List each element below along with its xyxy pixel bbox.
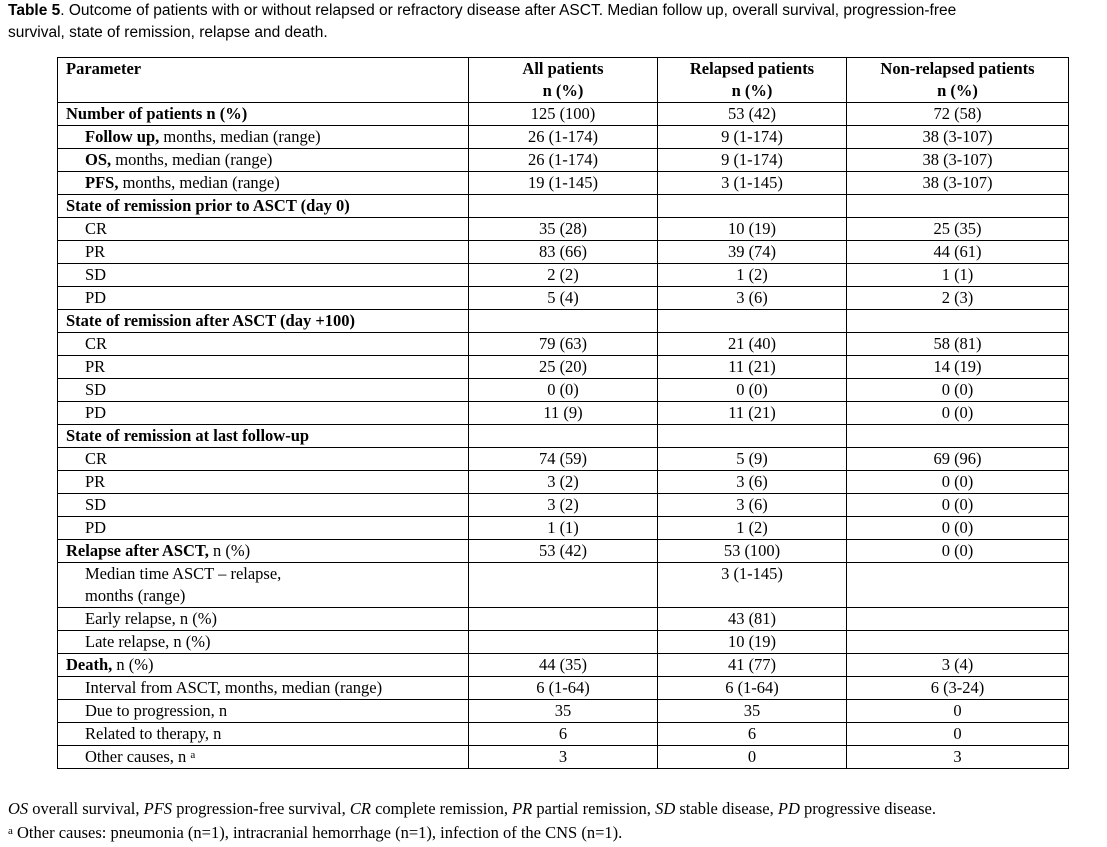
cell-relapsed: 3 (6): [658, 494, 847, 517]
table-row: [58, 287, 1069, 310]
cell-relapsed: [658, 195, 847, 218]
cell-relapsed: [658, 310, 847, 333]
cell-relapsed: [658, 425, 847, 448]
cell-non-relapsed: 44 (61): [847, 241, 1069, 264]
cell-all: 0 (0): [469, 379, 658, 402]
caption-line-1: [8, 0, 1107, 22]
cell-all: 44 (35): [469, 654, 658, 677]
caption-line-2: survival, state of remission, relapse and death.: [8, 24, 328, 41]
row-label: Follow up, months, median (range): [58, 126, 469, 149]
table-row: [58, 448, 1069, 471]
cell-all: 26 (1-174): [469, 149, 658, 172]
cell-relapsed: 10 (19): [658, 218, 847, 241]
row-label: PD: [58, 287, 469, 310]
row-label: Number of patients n (%): [58, 103, 469, 126]
cell-non-relapsed: [847, 563, 1069, 608]
row-label: Median time ASCT – relapse, months (range): [58, 563, 469, 608]
table-row: [58, 563, 1069, 608]
cell-non-relapsed: 0 (0): [847, 494, 1069, 517]
row-label: PD: [58, 402, 469, 425]
row-label: PFS, months, median (range): [58, 172, 469, 195]
cell-all: [469, 310, 658, 333]
cell-non-relapsed: [847, 631, 1069, 654]
cell-relapsed: 3 (1-145): [658, 563, 847, 608]
cell-non-relapsed: 69 (96): [847, 448, 1069, 471]
cell-non-relapsed: 38 (3-107): [847, 172, 1069, 195]
cell-all: 5 (4): [469, 287, 658, 310]
table-row: [58, 264, 1069, 287]
section-label: State of remission after ASCT (day +100): [58, 310, 469, 333]
table-row: [58, 517, 1069, 540]
cell-non-relapsed: 0 (0): [847, 517, 1069, 540]
table-row: [58, 149, 1069, 172]
table-row: [58, 654, 1069, 677]
cell-non-relapsed: 25 (35): [847, 218, 1069, 241]
cell-relapsed: 1 (2): [658, 264, 847, 287]
cell-relapsed: 6: [658, 723, 847, 746]
cell-non-relapsed: 6 (3-24): [847, 677, 1069, 700]
cell-non-relapsed: 38 (3-107): [847, 126, 1069, 149]
cell-relapsed: 11 (21): [658, 356, 847, 379]
section-label: State of remission prior to ASCT (day 0): [58, 195, 469, 218]
header-non-relapsed-patients: Non-relapsed patients n (%): [847, 58, 1069, 103]
row-label: CR: [58, 333, 469, 356]
cell-non-relapsed: 14 (19): [847, 356, 1069, 379]
cell-relapsed: 53 (42): [658, 103, 847, 126]
cell-all: [469, 608, 658, 631]
cell-non-relapsed: 2 (3): [847, 287, 1069, 310]
table-row: [58, 333, 1069, 356]
row-label: PR: [58, 356, 469, 379]
cell-all: 26 (1-174): [469, 126, 658, 149]
cell-relapsed: 0: [658, 746, 847, 769]
section-row: [58, 425, 1069, 448]
cell-relapsed: 11 (21): [658, 402, 847, 425]
abbreviations-note: OS overall survival, PFS progression-free survival, CR complete remission, PR partial remission, SD stable disease, PD progressive disease.: [8, 799, 936, 818]
cell-all: 6: [469, 723, 658, 746]
row-label: Related to therapy, n: [58, 723, 469, 746]
cell-relapsed: 1 (2): [658, 517, 847, 540]
header-all-patients: All patients n (%): [469, 58, 658, 103]
table-row: [58, 540, 1069, 563]
cell-relapsed: 41 (77): [658, 654, 847, 677]
cell-all: [469, 631, 658, 654]
cell-non-relapsed: 0 (0): [847, 471, 1069, 494]
footnote: $^a$ Other causes: pneumonia (n=1), intracranial hemorrhage (n=1), infection of the CNS (n=1).: [8, 823, 623, 842]
cell-non-relapsed: [847, 195, 1069, 218]
cell-all: 3: [469, 746, 658, 769]
table-caption: [8, 0, 1107, 44]
cell-all: 3 (2): [469, 494, 658, 517]
footnote-marker: a: [8, 825, 13, 837]
cell-non-relapsed: 0: [847, 723, 1069, 746]
cell-all: 2 (2): [469, 264, 658, 287]
cell-all: 19 (1-145): [469, 172, 658, 195]
cell-all: 1 (1): [469, 517, 658, 540]
cell-all: 53 (42): [469, 540, 658, 563]
table-row: [58, 103, 1069, 126]
cell-non-relapsed: 0: [847, 700, 1069, 723]
caption-label: Table 5: [8, 2, 61, 19]
row-label: Late relapse, n (%): [58, 631, 469, 654]
table-row: [58, 471, 1069, 494]
row-label: Early relapse, n (%): [58, 608, 469, 631]
row-label: Interval from ASCT, months, median (range): [58, 677, 469, 700]
cell-non-relapsed: 72 (58): [847, 103, 1069, 126]
row-label: Death, n (%): [58, 654, 469, 677]
cell-all: 79 (63): [469, 333, 658, 356]
cell-all: 74 (59): [469, 448, 658, 471]
row-label: Relapse after ASCT, n (%): [58, 540, 469, 563]
table-header-row: [58, 58, 1069, 103]
table-row: [58, 608, 1069, 631]
table-row: [58, 402, 1069, 425]
cell-non-relapsed: [847, 310, 1069, 333]
cell-relapsed: 3 (6): [658, 287, 847, 310]
row-label: Due to progression, n: [58, 700, 469, 723]
table-row: [58, 172, 1069, 195]
row-label: OS, months, median (range): [58, 149, 469, 172]
cell-all: 6 (1-64): [469, 677, 658, 700]
cell-relapsed: 3 (1-145): [658, 172, 847, 195]
cell-all: 11 (9): [469, 402, 658, 425]
row-label: PR: [58, 471, 469, 494]
row-label: SD: [58, 379, 469, 402]
table-row: [58, 241, 1069, 264]
table-row: [58, 700, 1069, 723]
cell-relapsed: 10 (19): [658, 631, 847, 654]
section-row: [58, 195, 1069, 218]
row-label: CR: [58, 218, 469, 241]
cell-all: 25 (20): [469, 356, 658, 379]
table-row: [58, 379, 1069, 402]
cell-non-relapsed: [847, 608, 1069, 631]
cell-non-relapsed: 1 (1): [847, 264, 1069, 287]
cell-relapsed: 3 (6): [658, 471, 847, 494]
table-row: [58, 746, 1069, 769]
caption-text: . Outcome of patients with or without relapsed or refractory disease after ASCT. Median follow up, overall survival, progression-free: [60, 2, 957, 19]
table-row: [58, 631, 1069, 654]
cell-non-relapsed: 38 (3-107): [847, 149, 1069, 172]
table-row: [58, 723, 1069, 746]
row-label: PD: [58, 517, 469, 540]
cell-non-relapsed: 0 (0): [847, 540, 1069, 563]
cell-non-relapsed: [847, 425, 1069, 448]
cell-all: [469, 195, 658, 218]
outcome-table: [57, 57, 1069, 769]
cell-relapsed: 21 (40): [658, 333, 847, 356]
section-label: State of remission at last follow-up: [58, 425, 469, 448]
cell-relapsed: 43 (81): [658, 608, 847, 631]
table-notes: [8, 797, 1107, 845]
cell-relapsed: 9 (1-174): [658, 126, 847, 149]
table-row: [58, 494, 1069, 517]
cell-all: [469, 425, 658, 448]
cell-all: 125 (100): [469, 103, 658, 126]
cell-non-relapsed: 3: [847, 746, 1069, 769]
header-relapsed-patients: Relapsed patients n (%): [658, 58, 847, 103]
cell-relapsed: 5 (9): [658, 448, 847, 471]
cell-relapsed: 6 (1-64): [658, 677, 847, 700]
cell-non-relapsed: 0 (0): [847, 402, 1069, 425]
cell-relapsed: 53 (100): [658, 540, 847, 563]
table-row: [58, 677, 1069, 700]
cell-all: 83 (66): [469, 241, 658, 264]
row-label: PR: [58, 241, 469, 264]
cell-non-relapsed: 3 (4): [847, 654, 1069, 677]
cell-non-relapsed: 0 (0): [847, 379, 1069, 402]
section-row: [58, 310, 1069, 333]
cell-relapsed: 9 (1-174): [658, 149, 847, 172]
cell-relapsed: 35: [658, 700, 847, 723]
cell-all: 35 (28): [469, 218, 658, 241]
table-row: [58, 218, 1069, 241]
cell-all: [469, 563, 658, 608]
cell-non-relapsed: 58 (81): [847, 333, 1069, 356]
header-parameter: Parameter: [58, 58, 469, 103]
table-row: [58, 356, 1069, 379]
row-label: SD: [58, 494, 469, 517]
cell-relapsed: 0 (0): [658, 379, 847, 402]
table-row: [58, 126, 1069, 149]
cell-all: 3 (2): [469, 471, 658, 494]
row-label: CR: [58, 448, 469, 471]
cell-all: 35: [469, 700, 658, 723]
row-label: Other causes, n $^a$: [58, 746, 469, 769]
cell-relapsed: 39 (74): [658, 241, 847, 264]
row-label: SD: [58, 264, 469, 287]
footnote-marker: a: [190, 749, 196, 761]
